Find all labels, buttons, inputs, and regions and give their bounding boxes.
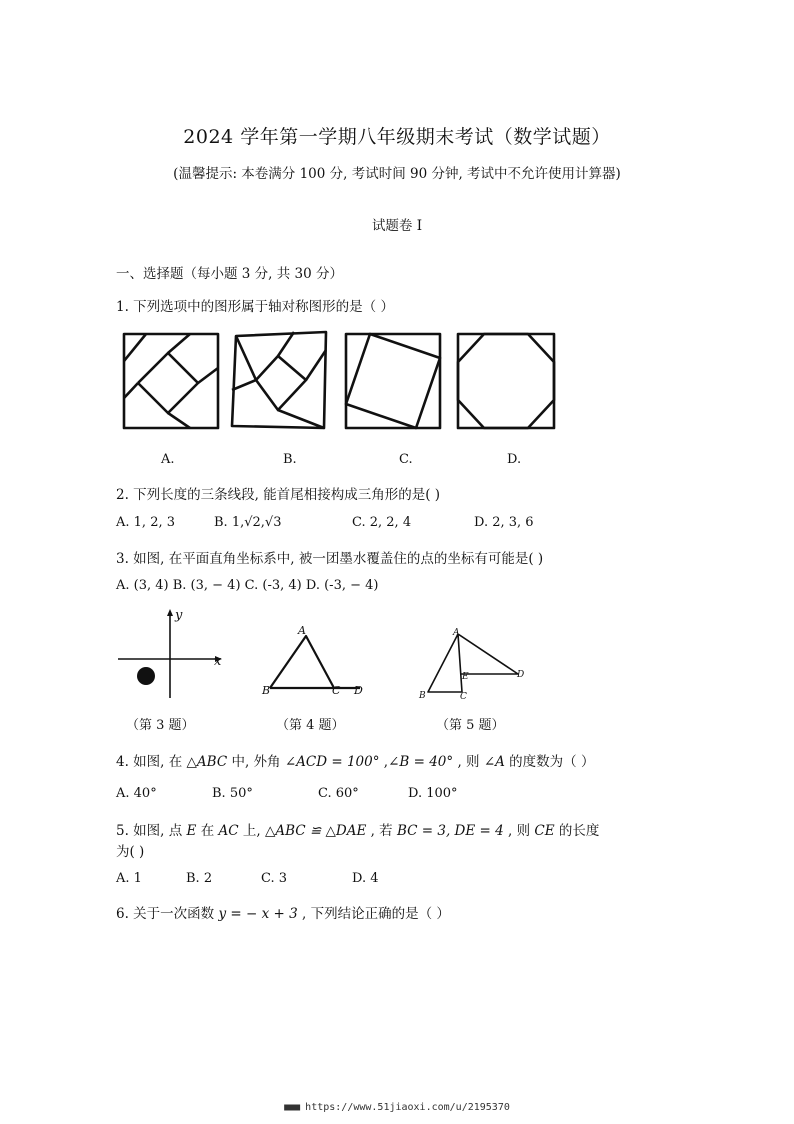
- q2-option-c: C. 2, 2, 4: [352, 515, 412, 530]
- section-heading: 一、选择题（每小题 3 分, 共 30 分）: [116, 266, 344, 282]
- q5-text-4: , 若: [366, 823, 397, 839]
- q4-text-2: 中, 外角: [227, 754, 285, 770]
- fig5-label-d: D: [517, 670, 525, 680]
- fig4-caption: （第 4 题）: [276, 718, 345, 733]
- fig5-label-b: B: [419, 691, 426, 701]
- fig4-label-d: D: [354, 684, 363, 697]
- q4-text-5: 的度数为（ ）: [504, 754, 595, 770]
- q5-math-1: E: [186, 823, 197, 839]
- q4-text-4: , 则: [453, 754, 484, 770]
- fig5-caption: （第 5 题）: [436, 718, 505, 733]
- q2-option-a: A. 1, 2, 3: [116, 515, 175, 530]
- q4-stem: [116, 750, 594, 770]
- q1-figures: [118, 328, 564, 436]
- q5-stem-line2: 为( ): [116, 844, 145, 860]
- fig3-axes: [116, 606, 226, 702]
- q2-option-d: D. 2, 3, 6: [474, 515, 534, 530]
- q1-stem: 1. 下列选项中的图形属于轴对称图形的是（ ）: [116, 299, 394, 315]
- page-footer: [0, 1102, 794, 1113]
- fig5-label-c: C: [460, 692, 467, 702]
- exam-title: 2024 学年第一学期八年级期末考试（数学试题）: [183, 126, 611, 148]
- fig3-x-label: x: [214, 654, 222, 669]
- q1-label-d: D.: [507, 452, 522, 467]
- q2-stem: 2. 下列长度的三条线段, 能首尾相接构成三角形的是( ): [116, 487, 441, 503]
- q1-figure-a: [124, 334, 218, 428]
- q4-option-c: C. 60°: [318, 786, 359, 801]
- fig4-label-a: A: [298, 624, 306, 637]
- q1-label-b: B.: [283, 452, 297, 467]
- exam-note: (温馨提示: 本卷满分 100 分, 考试时间 90 分钟, 考试中不允许使用计算器): [173, 166, 621, 182]
- fig4-label-b: B: [262, 684, 271, 697]
- q4-math-1: △ABC: [186, 754, 228, 770]
- q4-math-3: ∠B = 40°: [388, 754, 454, 770]
- q4-text-1: 4. 如图, 在: [116, 754, 187, 770]
- q1-figure-c: [346, 334, 440, 428]
- q1-figure-b: [232, 332, 326, 428]
- q3-stem: 3. 如图, 在平面直角坐标系中, 被一团墨水覆盖住的点的坐标有可能是( ): [116, 551, 544, 567]
- q5-math-3: △ABC ≌ △DAE: [264, 823, 367, 839]
- q4-text-3: ,: [379, 754, 389, 770]
- q5-option-b: B. 2: [186, 871, 213, 886]
- q5-stem: [116, 819, 599, 839]
- q5-text-1: 5. 如图, 点: [116, 823, 187, 839]
- q5-text-2: 在: [196, 823, 219, 839]
- q1-figure-d: [458, 334, 554, 428]
- q5-math-4: BC = 3, DE = 4: [396, 823, 504, 839]
- fig3-caption: （第 3 题）: [126, 718, 195, 733]
- footer-mark: ■■■: [284, 1102, 300, 1113]
- q5-option-d: D. 4: [352, 871, 379, 886]
- fig5-label-a: A: [453, 628, 460, 638]
- q5-text-5: , 则: [503, 823, 535, 839]
- footer-url-link[interactable]: https://www.51jiaoxi.com/u/2195370: [305, 1102, 510, 1113]
- q6-stem: [116, 902, 450, 922]
- q5-text-6: 的长度: [554, 823, 600, 839]
- q3-options: A. (3, 4) B. (3, − 4) C. (-3, 4) D. (-3, − 4): [116, 578, 379, 593]
- q4-math-2: ∠ACD = 100°: [284, 754, 380, 770]
- volume-heading: 试题卷 I: [371, 218, 423, 234]
- q2-option-b: B. 1,√2,√3: [214, 515, 282, 530]
- q4-option-a: A. 40°: [116, 786, 157, 801]
- q1-label-a: A.: [161, 452, 175, 467]
- q5-math-2: AC: [218, 823, 239, 839]
- fig3-y-label: y: [175, 608, 183, 623]
- q6-text-1: 6. 关于一次函数: [116, 906, 219, 922]
- q4-option-b: B. 50°: [212, 786, 253, 801]
- q6-math-1: y = − x + 3: [218, 906, 298, 922]
- ink-blot-icon: [137, 667, 155, 685]
- q4-math-4: ∠A: [483, 754, 505, 770]
- fig5-triangles: [420, 630, 528, 702]
- q5-math-5: CE: [534, 823, 555, 839]
- q6-text-2: , 下列结论正确的是（ ）: [297, 906, 450, 922]
- q5-option-c: C. 3: [261, 871, 288, 886]
- q5-option-a: A. 1: [116, 871, 142, 886]
- q1-label-c: C.: [399, 452, 413, 467]
- q4-option-d: D. 100°: [408, 786, 458, 801]
- fig4-label-c: C: [332, 684, 341, 697]
- q5-text-3: 上,: [238, 823, 265, 839]
- fig5-label-e: E: [462, 672, 469, 682]
